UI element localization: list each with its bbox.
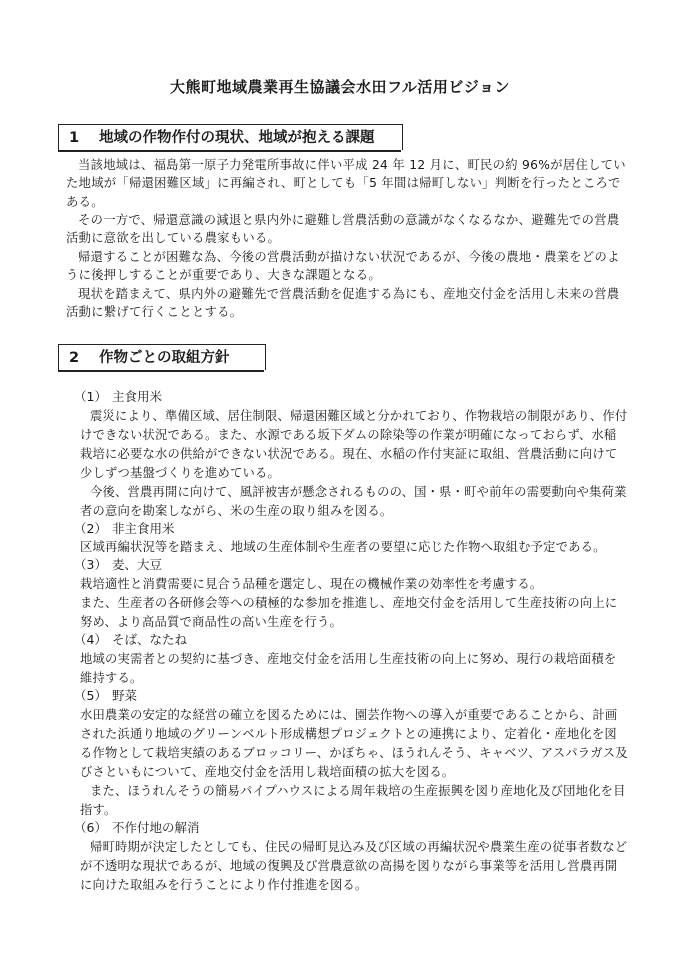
subsection-text: 帰町時期が決定したとしても、住民の帰町見込み及び区域の再編状況や農業生産の従事者数などが不透明な現状であるが、地域の復興及び営農意欲の高揚を図りながら事業等を活用し営農再開に向けた取組みを行うことにより作付推進を図る。 <box>80 840 628 892</box>
subsection-text: 水田農業の安定的な経営の確立を図るためには、園芸作物への導入が重要であることから、計画された浜通り地域のグリーンベルト形成構想プロジェクトとの連携により、定着化・産地化を図る作物として栽培実績のあるブロッコリー、かぼちゃ、ほうれんそう、キャベツ、アスパラガス及びさといもについて、産地交付金を活用し栽培面積の拡大を図る。 <box>80 708 628 779</box>
subsection-heading: （5） 野菜 <box>74 688 138 703</box>
section-1-paragraph-3: 帰還することが困難な為、今後の営農活動が描けない状況であるが、今後の農地・農業をどのように後押しすることが重要であり、大きな課題となる。 <box>66 250 620 283</box>
subsection-text: また、生産者の各研修会等への積極的な参加を推進し、産地交付金を活用して生産技術の向上に努め、より高品質で商品性の高い生産を行う。 <box>80 596 618 629</box>
section-2-number: 2 <box>69 350 80 366</box>
subsection-heading: （4） そば、なたね <box>74 632 188 647</box>
section-1-paragraph-4: 現状を踏まえて、県内外の避難先で営農活動を促進する為にも、産地交付金を活用し未来の営農活動に繋げて行くこととする。 <box>66 287 620 320</box>
section-1-title: 地域の作物作付の現状、地域が抱える課題 <box>99 130 375 146</box>
subsection-text: 今後、営農再開に向けて、風評被害が懸念されるものの、国・県・町や前年の需要動向や集荷業者の意向を勘案しながら、米の生産の取り組みを図る。 <box>80 485 627 518</box>
subsection-text: 震災により、準備区域、居住制限、帰還困難区域と分かれており、作物栽培の制限があり、作付けできない状況である。また、水源である坂下ダムの除染等の作業が明確になっておらず、水稲栽培に必要な水の供給ができない状況である。現在、水稲の作付実証に取組、営農活動に向けて少しずつ基盤づくりを進めている。 <box>80 409 628 480</box>
section-1-paragraph-1: 当該地域は、福島第一原子力発電所事故に伴い平成 24 年 12 月に、町民の約 96%が居住していた地域が「帰還困難区域」に再編され、町としても「5 年間は帰町しない」判断を行ったところである。 <box>66 158 626 209</box>
subsection-heading: （2） 非主食用米 <box>74 521 175 536</box>
subsection-heading: （3） 麦、大豆 <box>74 557 163 572</box>
section-2-heading <box>58 344 266 370</box>
section-2-title: 作物ごとの取組方針 <box>99 350 230 366</box>
subsection-heading: （6） 不作付地の解消 <box>74 820 200 835</box>
subsection-text: また、ほうれんそうの簡易パイプハウスによる周年栽培の生産振興を図り産地化及び団地化を目指す。 <box>80 784 626 817</box>
section-1-number: 1 <box>69 130 80 146</box>
document-title: 大熊町地域農業再生協議会水田フル活用ビジョン <box>169 78 511 96</box>
subsection-text: 栽培適性と消費需要に見合う品種を選定し、現在の機械作業の効率性を考慮する。 <box>80 577 543 591</box>
section-1-heading <box>58 124 403 150</box>
subsection-text: 地域の実需者との契約に基づき、産地交付金を活用し生産技術の向上に努め、現行の栽培面積を維持する。 <box>80 652 617 685</box>
subsection-text: 区域再編状況等を踏まえ、地域の生産体制や生産者の要望に応じた作物へ取組む予定である。 <box>80 540 606 554</box>
section-1-paragraph-2: その一方で、帰還意識の減退と県内外に避難し営農活動の意識がなくなるなか、避難先での営農活動に意欲を出している農家もいる。 <box>66 213 620 246</box>
subsection-heading: （1） 主食用米 <box>74 389 163 404</box>
